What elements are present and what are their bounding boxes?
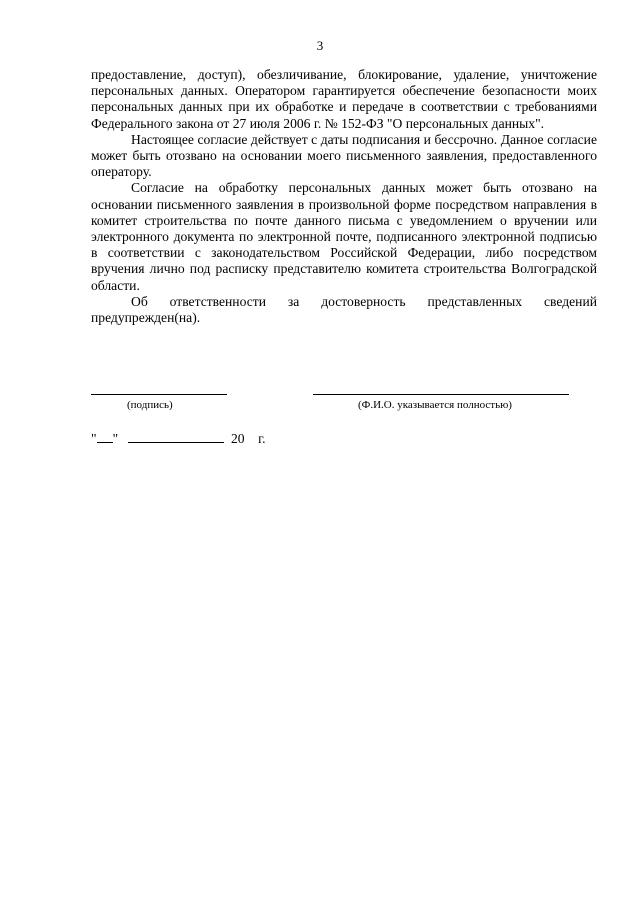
paragraph-processing-continuation: предоставление, доступ), обезличивание, блокирование, удаление, уничтожение персональных данных. Оператором гарантируется обеспечение безопасности моих персональных данных при их обработке и передаче в соответствии с требованиями Федерального закона от 27 июля 2006 г. № 152-ФЗ "О персональных данных". bbox=[91, 67, 597, 131]
paragraph-validity: Настоящее согласие действует с даты подписания и бессрочно. Данное согласие может быть отозвано на основании моего письменного заявления, предоставленного оператору. bbox=[91, 131, 597, 180]
year-suffix: г. bbox=[258, 431, 266, 446]
paragraph-responsibility: Об ответственности за достоверность представленных сведений предупрежден(на). bbox=[91, 293, 597, 326]
signature-caption: (подпись) bbox=[127, 399, 173, 411]
paragraph-revocation: Согласие на обработку персональных данных может быть отозвано на основании письменного заявления в произвольной форме посредством направления в комитет строительства по почте данного письма с уведомлением о вручении или электронного документа по электронной почте, подписанного электронной подписью в соответствии с законодательством Российской Федерации, либо посредством вручения лично под расписку представителю комитета строительства Волгоградской области. bbox=[91, 180, 597, 293]
full-name-caption: (Ф.И.О. указывается полностью) bbox=[358, 399, 512, 411]
month-blank bbox=[128, 430, 224, 443]
day-blank bbox=[97, 430, 113, 443]
year-prefix: 20 bbox=[230, 431, 245, 446]
date-field bbox=[91, 430, 266, 447]
full-name-line bbox=[313, 394, 569, 395]
page-number: 3 bbox=[316, 38, 324, 53]
consent-body bbox=[91, 67, 597, 326]
signature-line bbox=[91, 394, 227, 395]
date-quote-open: " bbox=[91, 431, 97, 446]
date-quote-close: " bbox=[112, 431, 119, 446]
signature-block bbox=[91, 394, 597, 434]
